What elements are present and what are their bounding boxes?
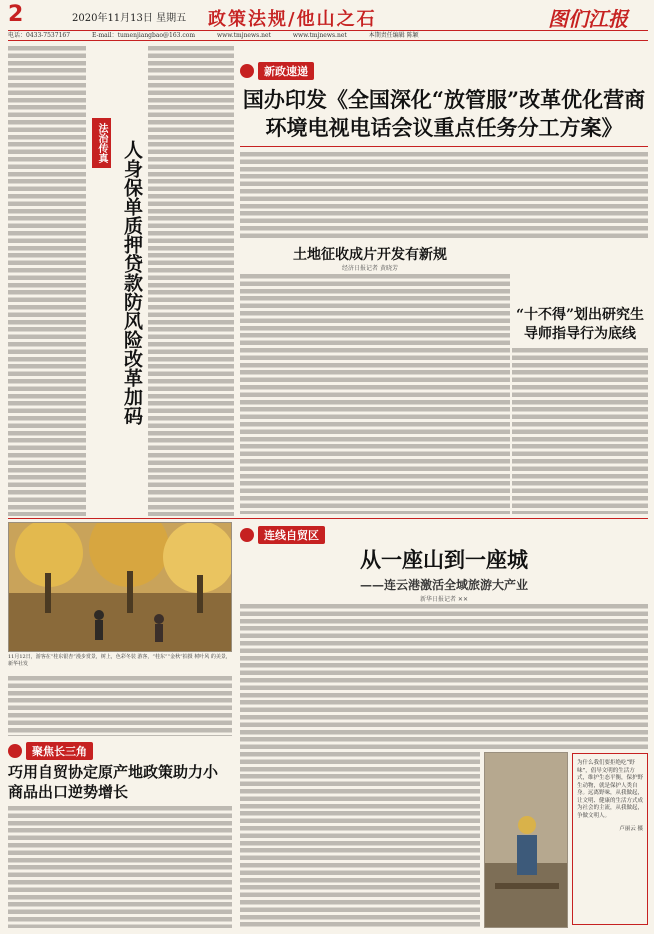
- page-number: 2: [8, 2, 24, 27]
- trade-tag-label: 聚焦长三角: [26, 742, 93, 760]
- newspaper-logo: 图们江报: [548, 7, 628, 31]
- issue-date: 2020年11月13日 星期五: [72, 13, 187, 24]
- tourism-headline: 从一座山到一座城: [360, 547, 528, 572]
- left-lower-article-text: [8, 676, 232, 736]
- lead-article-text: [240, 152, 648, 240]
- editor-credit: 本期责任编辑 陈颖: [368, 32, 419, 39]
- public-service-ad: [572, 753, 648, 925]
- lead-divider: [240, 146, 648, 147]
- website-link[interactable]: www.tmjnews.net: [217, 32, 271, 39]
- land-headline: 土地征收成片开发有新规: [293, 247, 447, 263]
- legal-headline: 人身保单质押贷款防风险改革加码: [121, 140, 143, 425]
- section-title: 政策法规/他山之石: [208, 9, 377, 30]
- trade-section-tag: [8, 742, 93, 760]
- contact-bar: [8, 30, 648, 41]
- tourism-subheadline: ——连云港激活全域旅游大产业: [359, 578, 528, 592]
- tourism-article-text-lower: [240, 752, 480, 928]
- photo-placeholder-icon: [9, 523, 232, 652]
- talent-headline: “十不得”划出研究生导师指导行为底线: [515, 307, 645, 342]
- ad-author: 卢丽云 摄: [619, 826, 643, 832]
- trade-headline: 巧用自贸协定原产地政策助力小商品出口逆势增长: [8, 763, 219, 801]
- ad-text: 为什么我们要拒绝吃“野味”，倡导文明的生活方式，维护生态平衡，保护野生动物，就是保护人类自身。远离野味，从我做起，让文明、健康的生活方式成为社会的主流，从我做起，争做文明人。: [577, 760, 644, 819]
- construction-photo: [484, 752, 568, 928]
- photo-placeholder-icon: [485, 753, 568, 928]
- email-address: E-mail：tumenjiangbao@163.com: [91, 32, 196, 39]
- tourism-article-text: [240, 604, 648, 749]
- legal-article-text-right: [148, 46, 234, 516]
- tourism-section-tag: [240, 526, 325, 544]
- tourism-tag-label: 连线自贸区: [258, 526, 325, 544]
- legal-article-text-left: [8, 46, 86, 516]
- website-link-secondary[interactable]: www.tmjnews.net: [292, 32, 347, 39]
- autumn-street-photo: [8, 522, 232, 652]
- trade-article-text: [8, 806, 232, 928]
- lead-section-tag: [240, 62, 314, 80]
- section-marker-icon: [8, 744, 22, 758]
- horizontal-divider: [8, 518, 648, 519]
- talent-article-text: [512, 348, 648, 514]
- land-byline: 经济日报记者 黄晓芳: [342, 265, 398, 272]
- lead-headline: 国办印发《全国深化“放管服”改革优化营商环境电视电话会议重点任务分工方案》: [242, 87, 646, 140]
- phone-number: 电话：0433-7537167: [8, 32, 71, 39]
- section-marker-icon: [240, 528, 254, 542]
- masthead: [8, 2, 648, 32]
- land-article-text: [240, 274, 510, 514]
- lead-tag-label: 新政速递: [258, 62, 314, 80]
- tourism-byline: 新华日报记者 ✕✕: [420, 596, 468, 603]
- legal-section-tag: 法治传真: [92, 118, 111, 168]
- photo-caption: 11月12日，游客在“桂东银杏”漫步赏景，树上，色彩冬装 游客，“桂东”“金秋”拍摄 树叶风 的美景，新华社发: [8, 654, 231, 667]
- section-marker-icon: [240, 64, 254, 78]
